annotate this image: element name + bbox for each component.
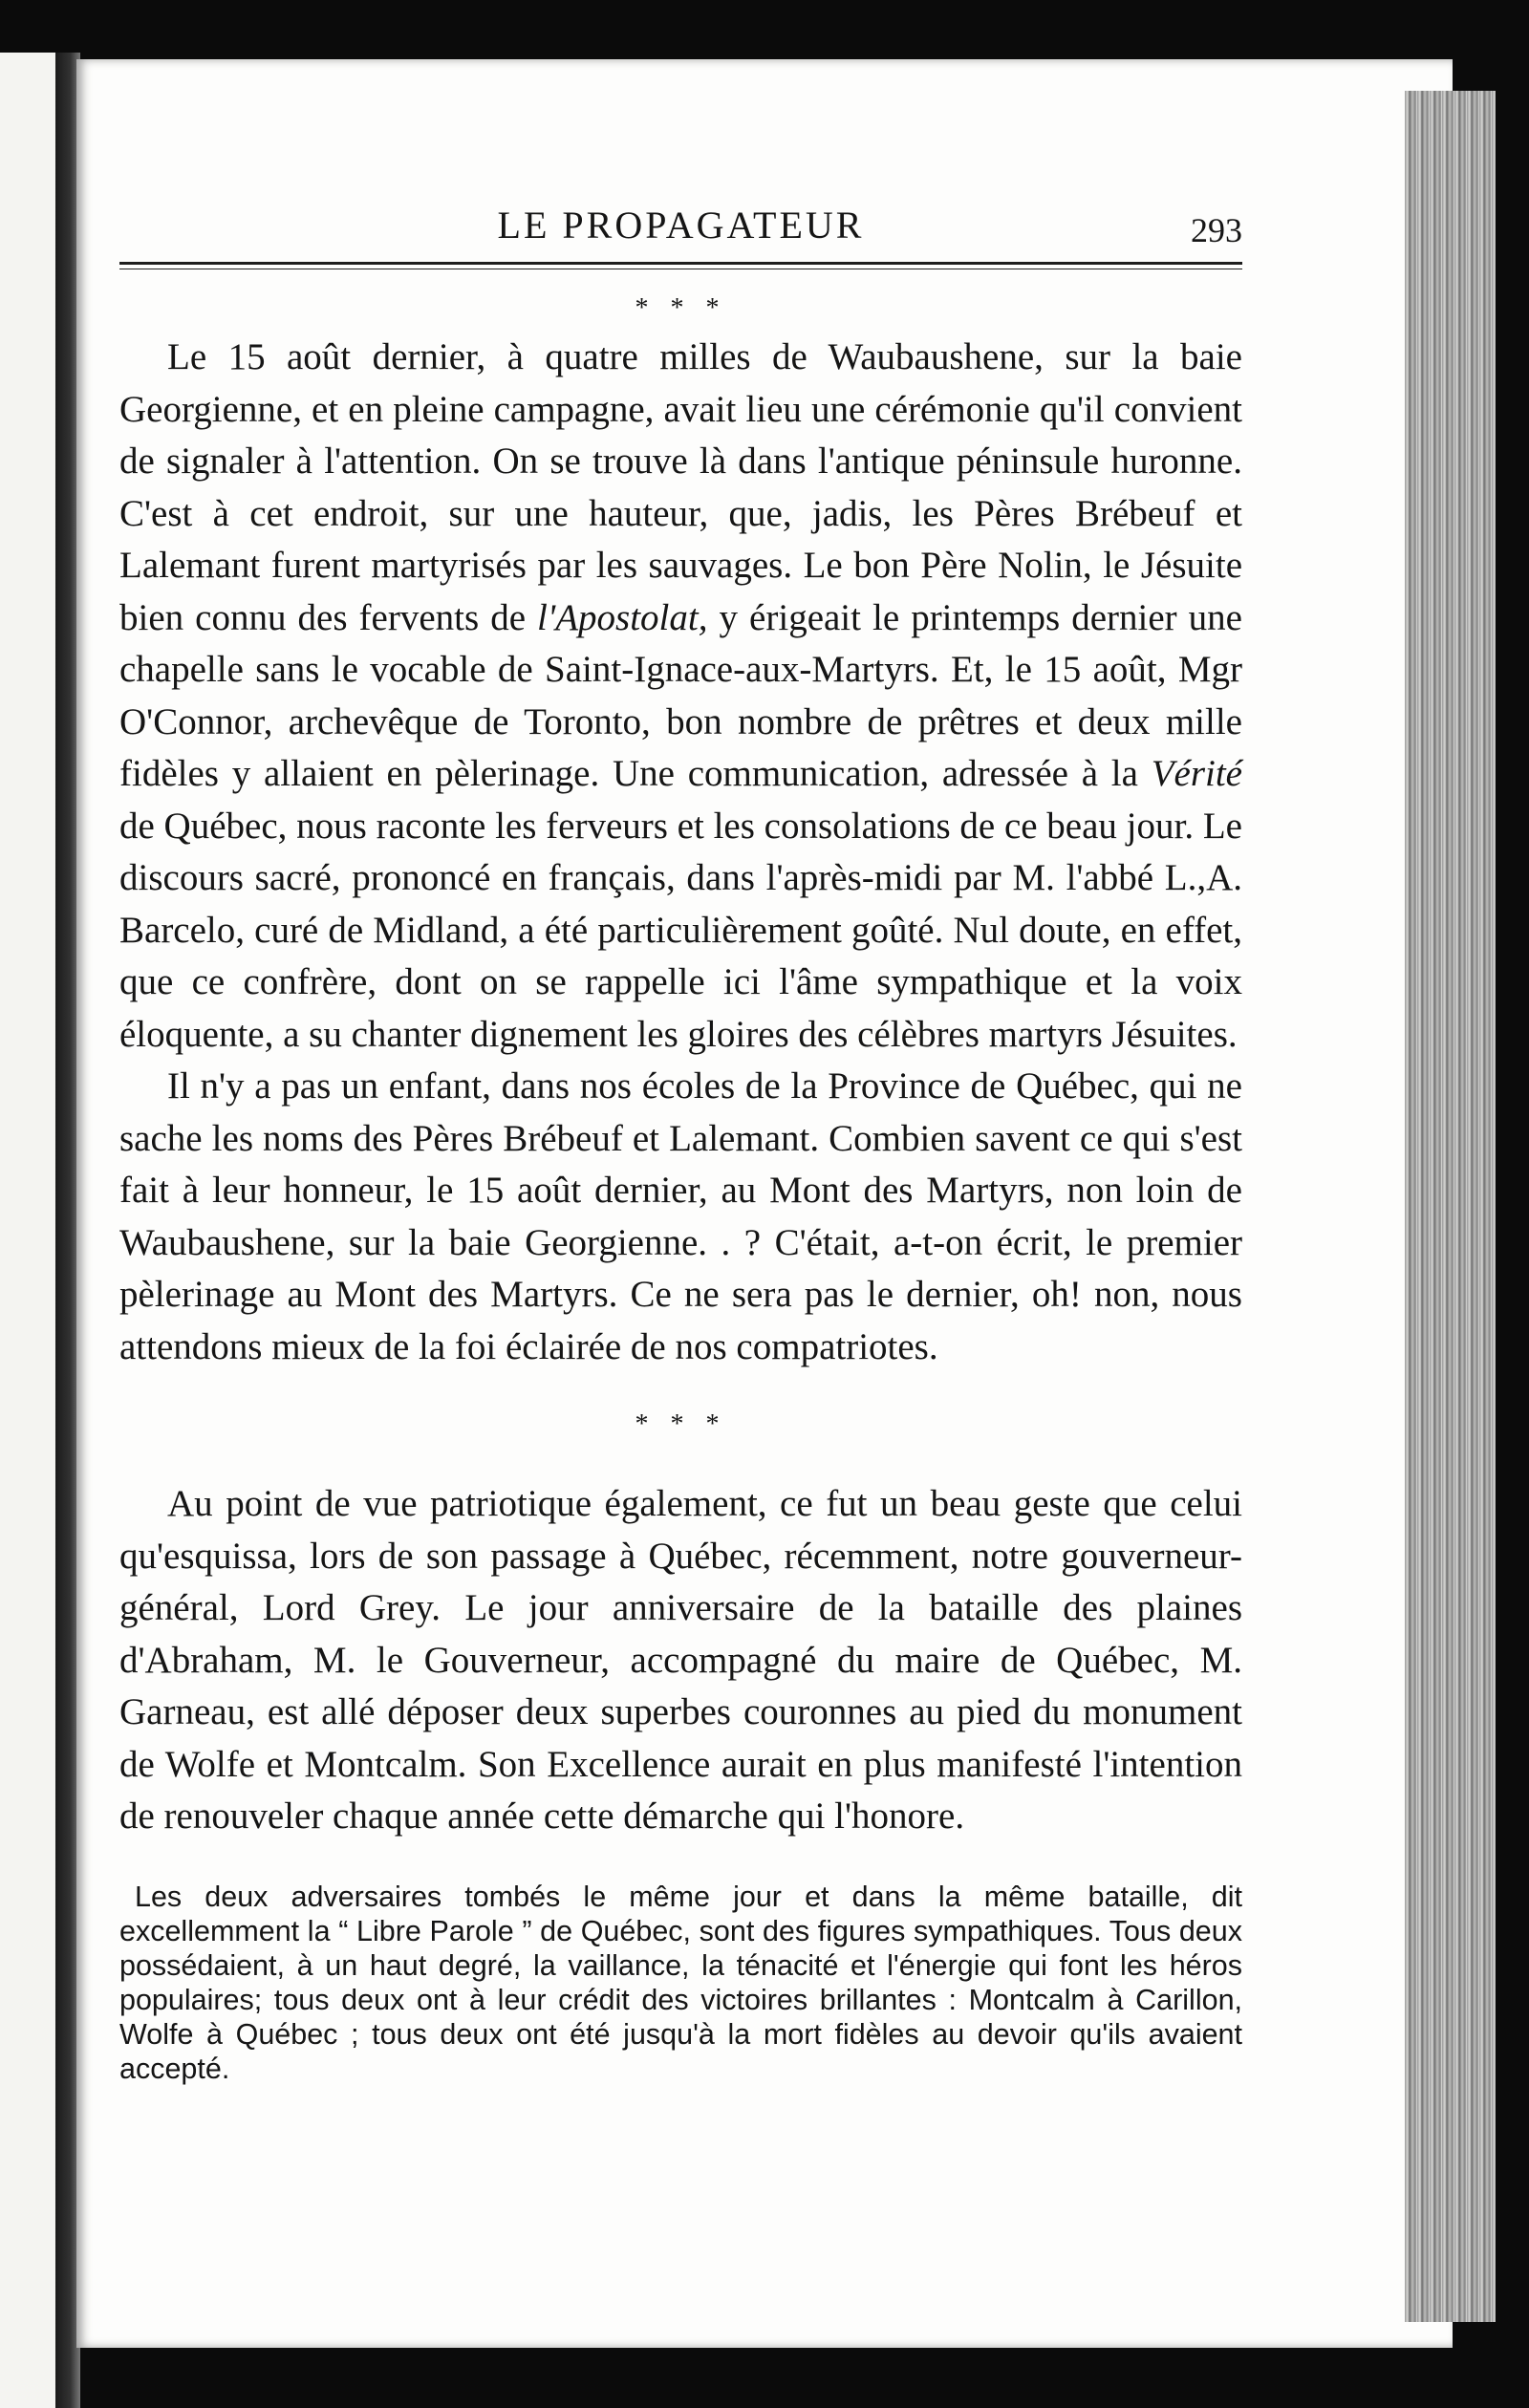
italic-title-apostolat: l'Apostolat, [537, 596, 708, 638]
paragraph-text: Le 15 août dernier, à quatre milles de Waubaushene, sur la baie Georgienne, et en pleine campagne, avait lieu une cérémonie qu'il convient de signaler à l'attention. On se trouve là dans l'antique péninsule huronne. C'est à cet endroit, sur une hauteur, que, jadis, les Pères Brébeuf et Lalemant furent martyrisés par les sauvages. Le bon Père Nolin, le Jésuite bien connu des fervents de [119, 336, 1242, 638]
facing-page-edge [0, 53, 55, 2408]
paragraph-martyrs: Il n'y a pas un enfant, dans nos écoles de la Province de Québec, qui ne sache les noms des Pères Brébeuf et Lalemant. Combien savent ce qui s'est fait à leur honneur, le 15 août dernier, au Mont des Martyrs, non loin de Waubaushene, sur la baie Georgienne. . ? C'était, a-t-on écrit, le premier pèlerinage au Mont des Martyrs. Ce ne sera pas le dernier, oh! non, nous attendons mieux de la foi éclairée de nos compatriotes. [119, 1065, 1242, 1367]
section-separator: * * * [635, 293, 727, 323]
paragraph-text: y érigeait le printemps dernier une chapelle sans le vocable de Saint-Ignace-aux-Martyrs. Et, le 15 août, Mgr O'Connor, archevêque de Toronto, bon nombre de prêtres et deux mille fidèles y allaient en pèlerinage. Une communication, adressée à la [119, 596, 1242, 794]
paragraph-text: de Québec, nous raconte les ferveurs et les consolations de ce beau jour. Le discours sacré, prononcé en français, dans l'après-midi par M. l'abbé L.,A. Barcelo, curé de Midland, a été particulièrement goûté. Nul doute, en effet, que ce confrère, dont on se rappelle ici l'âme sympathique et la voix éloquente, a su chanter dignement les gloires des célèbres martyrs Jésuites. [119, 805, 1242, 1055]
paragraph-governor: Au point de vue patriotique également, ce fut un beau geste que celui qu'esquissa, lors de son passage à Québec, récemment, notre gouverneur-général, Lord Grey. Le jour anniversaire de la bataille des plaines d'Abraham, M. le Gouverneur, accompagné du maire de Québec, M. Garneau, est allé déposer deux superbes couronnes au pied du monument de Wolfe et Montcalm. Son Excellence aurait en plus manifesté l'intention de renouveler chaque année cette démarche qui l'honore. [119, 1483, 1242, 1837]
page-content [119, 203, 1242, 2115]
running-header [119, 203, 1242, 265]
paragraph-pilgrimage [119, 332, 1242, 1061]
quoted-note: Les deux adversaires tombés le même jour et dans la même bataille, dit excellemment la “ Libre Parole ” de Québec, sont des figures sympathiques. Tous deux possédaient, à un haut degré, la vaillance, la ténacité et l'énergie qui font les héros populaires; tous deux ont à leur crédit des victoires brillantes : Montcalm à Carillon, Wolfe à Québec ; tous deux ont été jusqu'à la mort fidèles au devoir qu'ils avaient accepté. [119, 1880, 1242, 2085]
page-number: 293 [1191, 211, 1242, 249]
section-separator: * * * [635, 1409, 727, 1439]
running-title: LE PROPAGATEUR [497, 204, 865, 247]
page-edges [1405, 91, 1496, 2322]
italic-title-verite: Vérité [1151, 753, 1242, 794]
